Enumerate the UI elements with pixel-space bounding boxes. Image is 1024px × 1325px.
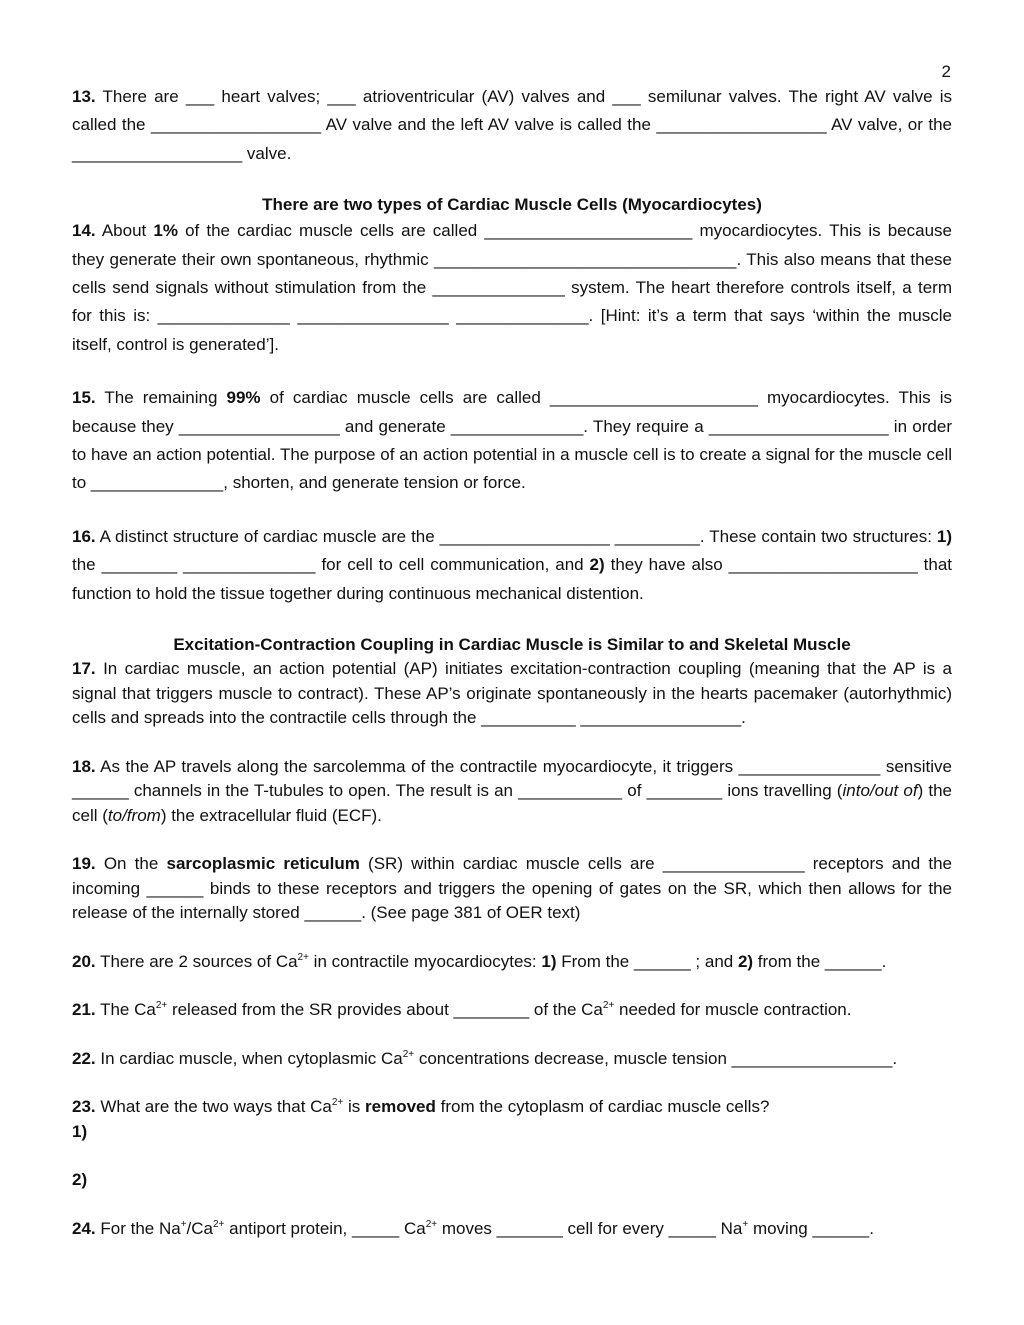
question-text-pre: About: [101, 221, 154, 241]
superscript: 2+: [425, 1218, 438, 1230]
question-text: From the ______ ; and: [556, 951, 738, 971]
bold-term: sarcoplasmic reticulum: [166, 854, 360, 874]
bold-term: removed: [365, 1097, 436, 1117]
question-14: [72, 217, 952, 359]
question-text: they have also ____________________ that function to hold the tissue together during continuous mechanical distention.: [72, 555, 952, 603]
bold-term: 1%: [153, 221, 178, 241]
section-heading-ec-coupling: Excitation-Contraction Coupling in Cardiac Muscle is Similar to and Skeletal Muscle: [173, 635, 851, 655]
question-text: ) the cell (: [72, 781, 952, 825]
superscript: 2+: [297, 951, 309, 963]
question-number: 14.: [72, 221, 96, 241]
superscript: 2+: [213, 1218, 225, 1230]
question-number: 22.: [72, 1048, 96, 1068]
question-21: [72, 998, 952, 1023]
question-16: [72, 523, 952, 608]
item-number: 2): [737, 951, 754, 971]
superscript: 2+: [402, 1048, 415, 1060]
italic-choice: to/from: [107, 805, 161, 825]
superscript: +: [742, 1218, 749, 1230]
question-22: [72, 1047, 952, 1072]
question-text: /Ca: [186, 1218, 213, 1238]
question-number: 13.: [72, 87, 96, 106]
question-text: is: [343, 1097, 366, 1117]
bold-term: 99%: [226, 388, 261, 408]
answer-label-1: 1): [72, 1121, 88, 1141]
question-text: In cardiac muscle, an action potential (AP) initiates excitation-contraction coupling (meaning that the AP is a signal that triggers muscle to contract). These AP’s originate spontaneously in the hearts pacemaker (autorhythmic) cells and spreads into the contractile cells through the __________ _________________.: [72, 659, 952, 728]
question-number: 19.: [72, 854, 96, 874]
section-heading-cell-types: There are two types of Cardiac Muscle Cells (Myocardiocytes): [262, 195, 762, 215]
superscript: 2+: [602, 1000, 615, 1012]
item-number: 1): [541, 951, 557, 971]
question-text: in contractile myocardiocytes:: [308, 951, 542, 971]
question-text: moves _______ cell for every _____ Na: [437, 1218, 743, 1238]
question-text: (SR) within cardiac muscle cells are _______________ receptors and the incoming ______ binds to these receptors and triggers the opening of gates on the SR, which then allows for the release of the internally stored ______. (See page 381 of OER text): [72, 854, 952, 923]
page-number: 2: [941, 62, 951, 81]
superscript: 2+: [331, 1097, 344, 1109]
question-24: [72, 1217, 952, 1242]
question-text-pre: The remaining: [104, 388, 227, 408]
question-text: from the ______.: [753, 951, 887, 971]
superscript: +: [180, 1218, 187, 1230]
question-text: concentrations decrease, muscle tension _________________.: [414, 1048, 898, 1068]
question-text: needed for muscle contraction.: [614, 1000, 852, 1020]
question-number: 23.: [72, 1097, 96, 1117]
italic-choice: into/out of: [842, 781, 918, 801]
question-13: [72, 83, 952, 168]
question-text: released from the SR provides about ________ of the Ca: [167, 1000, 603, 1020]
question-text: For the Na: [100, 1218, 181, 1238]
question-15: [72, 384, 952, 498]
question-number: 17.: [72, 659, 96, 679]
question-text: A distinct structure of cardiac muscle are the __________________ _________. These contain two structures:: [99, 526, 937, 546]
question-18: [72, 755, 952, 829]
question-number: 20.: [72, 951, 96, 971]
question-text: As the AP travels along the sarcolemma of the contractile myocardiocyte, it triggers _______________ sensitive ______ channels in the T-tubules to open. The result is an ___________ of ________ ions travelling (: [72, 756, 952, 801]
superscript: 2+: [155, 1000, 168, 1012]
answer-label-2: 2): [72, 1170, 88, 1190]
question-text: the ________ ______________ for cell to cell communication, and: [72, 555, 590, 575]
question-text: moving ______.: [748, 1218, 874, 1238]
question-17: [72, 657, 952, 731]
question-text: In cardiac muscle, when cytoplasmic Ca: [100, 1048, 403, 1068]
question-number: 24.: [72, 1218, 96, 1238]
question-text: On the: [103, 854, 167, 874]
question-text: ) the extracellular fluid (ECF).: [160, 805, 382, 825]
question-text: There are ___ heart valves; ___ atrioventricular (AV) valves and ___ semilunar valves. The right AV valve is called the __________________ AV valve and the left AV valve is called the __________________ AV valve, or the __________________ valve.: [72, 87, 952, 163]
item-number: 1): [936, 526, 952, 546]
question-text-post: of cardiac muscle cells are called ______________________ myocardiocytes. This is because they _________________ and generate ______________. They require a ___________________ in order to have an action potential. The purpose of an action potential in a muscle cell is to create a signal for the muscle cell to ______________, shorten, and generate tension or force.: [72, 388, 953, 493]
question-19: [72, 852, 952, 926]
question-number: 21.: [72, 1000, 96, 1020]
question-text: The Ca: [100, 1000, 156, 1020]
question-text: What are the two ways that Ca: [100, 1097, 332, 1117]
question-20: [72, 950, 952, 975]
question-23: [72, 1095, 952, 1120]
question-number: 15.: [72, 388, 96, 408]
question-number: 16.: [72, 526, 96, 546]
question-text-post: of the cardiac muscle cells are called ______________________ myocardiocytes. This is because they generate their own spontaneous, rhythmic ________________________________. This also means that these cells send signals without stimulation from the ______________ system. The heart therefore controls itself, a term for this is: ______________ ________________ ______________. [Hint: it’s a term that says ‘within the muscle itself, control is generated’].: [72, 221, 952, 354]
question-text: from the cytoplasm of cardiac muscle cells?: [435, 1097, 770, 1117]
worksheet-content: [72, 83, 952, 1241]
item-number: 2): [589, 555, 605, 575]
question-text: antiport protein, _____ Ca: [224, 1218, 426, 1238]
question-text: There are 2 sources of Ca: [100, 951, 298, 971]
question-number: 18.: [72, 756, 96, 776]
